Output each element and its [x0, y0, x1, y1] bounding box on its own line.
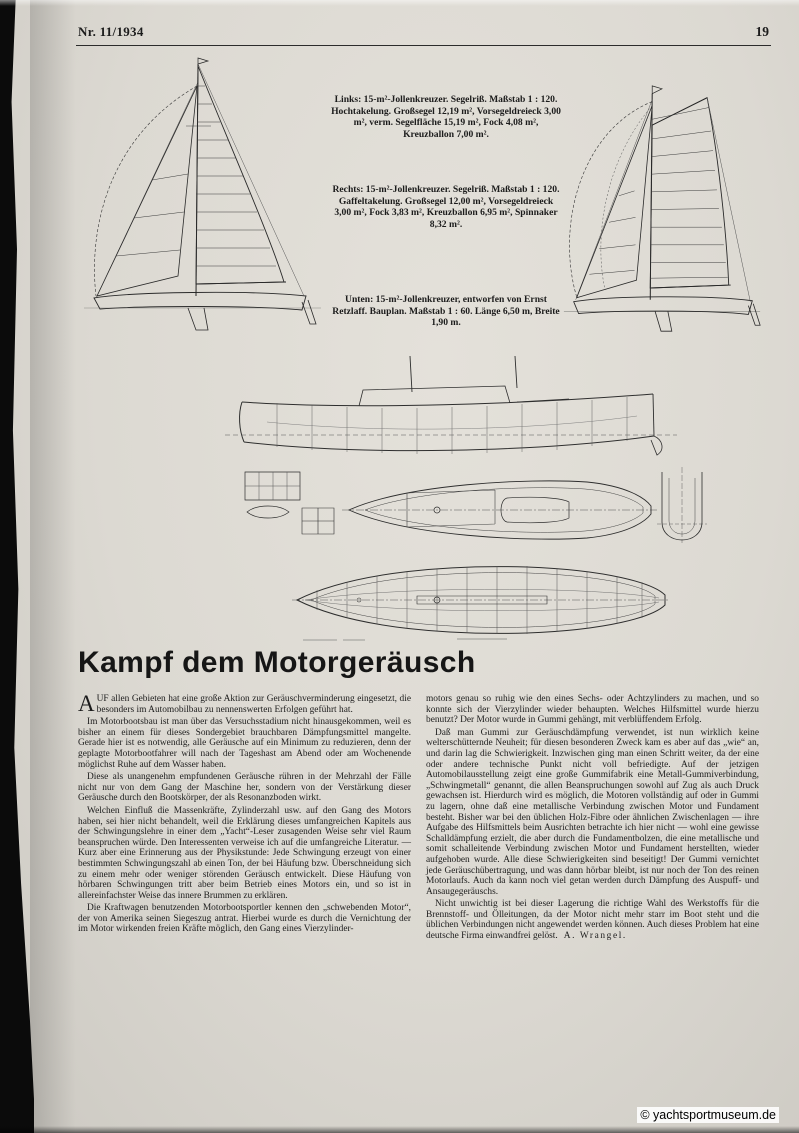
paragraph: Die Kraftwagen benutzenden Motorbootsportler kennen den „schwebenden Motor“, der von Amerika seinen Siegeszug antrat. Hierbei wurde es durch die Vernichtung der im Motor wirkenden freien Kräfte möglich, den Gang eines Vierzylinder- — [78, 903, 411, 935]
caption-rechts: Rechts: 15-m²-Jollenkreuzer. Segelriß. Maßstab 1 : 120. Gaffeltakelung. Großsegel 12,00 m², Vorsegeldreieck 3,00 m², Fock 3,83 m², Kreuzballon 6,95 m², Spinnaker 8,32 m². — [332, 184, 560, 230]
header-rule — [76, 45, 771, 46]
figures-section — [0, 54, 799, 350]
paragraph: Diese als unangenehm empfundenen Geräusche rühren in der Mehrzahl der Fälle nicht nur von dem Gang der Maschine her, sondern von der Verstärkung dieser Geräusche durch den Bootskörper, der als Resonanzboden wirkt. — [78, 772, 411, 804]
article-title: Kampf dem Motorgeräusch — [78, 646, 476, 679]
paragraph: Welchen Einfluß die Massenkräfte, Zylinderzahl usw. auf den Gang des Motors haben, sei hier nicht behandelt, weil die Erklärung dieses umfangreichen Kapitels aus der Schwingungslehre in einer dem „Yacht“-Leser zusagenden Weise sehr viel Raum beanspruchen würde. Den Interessenten verweise ich auf die umfangreiche Literatur. — Kurz aber eine Erinnerung aus der Physikstunde: Jede Schwingung erzeugt von einer bestimmten Schwingungszahl ab einen Ton, der bei Häufung bzw. Überschneidung sich zu einem mehr oder weniger störenden Geräusch entwickelt. Diese Häufung von hörbaren Schwingungen tritt aber beim Betrieb eines Motors ein, und so ist in allereinfachster Weise das innere Brummen zu erklären. — [78, 805, 411, 901]
caption-links: Links: 15-m²-Jollenkreuzer. Segelriß. Maßstab 1 : 120. Hochtakelung. Großsegel 12,19 m², Vorsegeldreieck 3,00 m², verm. Segelfläche 15,19 m², Fock 4,08 m², Kreuzballon 7,00 m². — [331, 94, 561, 140]
paragraph — [426, 899, 759, 941]
paragraph-text: Nicht unwichtig ist bei dieser Lagerung die richtige Wahl des Werkstoffs für die Brennstoff- und Ölleitungen, da der Motor nicht mehr starr im Boot steht und die üblichen Verbindungen nicht angewendet werden können. Auch dieses Problem hat eine deutsche Firma einwandfrei gelöst. — [426, 899, 759, 942]
column-left — [78, 691, 411, 944]
paragraph: Im Motorbootsbau ist man über das Versuchsstadium nicht hinausgekommen, weil es bisher an einem für dieses Sondergebiet brauchbaren Dämpfungsmittel mangelte. Gerade hier ist es notwendig, alle Geräusche auf ein Minimum zu reduzieren, denn der geplagte Motorbootfahrer will nach der Tageshast am Abend oder am Wochenende möglichst Ruhe auf dem Wasser haben. — [78, 717, 411, 770]
caption-unten: Unten: 15-m²-Jollenkreuzer, entworfen von Ernst Retzlaff. Bauplan. Maßstab 1 : 60. Länge 6,50 m, Breite 1,90 m. — [332, 294, 560, 329]
paragraph: Daß man Gummi zur Geräuschdämpfung verwendet, ist nun wirklich keine welterschütternde Neuheit; für diesen besonderen Zweck kam es aber auf das „wie“ an, und darin lag die Schwierigkeit. Inzwischen ging man einen Schritt weiter, da der eine oder andere technische Punkt nicht voll befriedigte. Auf der jetzigen Automobilausstellung zeigt eine große Gummifabrik eine Metall-Gummiverbindung, „Schwingmetall“ genannt, die allen Beanspruchungen sowohl auf Zug als auch Druck gewachsen ist. Hierdurch wird es möglich, die Motoren vollständig auf oder in Gummi zu lagern, ohne daß eine metallische Verbindung zwischen Motor und Fundament besteht. Bisher war bei den üblichen Holz-Fibre oder ähnlichen Zwischenlagen — ihre Aufgabe des Hilfsmittels beim Ausrichten betrachte ich hier nicht — wohl eine gewisse Schalldämpfung erzielt, die aber durch die Fundamentbolzen, die eine metallische und somit schalleitende Verbindung zwischen Motor und Fundament herstellten, wieder aufgehoben wurde. Alle diese Schwierigkeiten sind beseitigt! Der Gummi vernichtet jede Geräuschübertragung, und was dann hörbar bleibt, ist nur noch der Ton des reinen Motorlaufs. Auch da kann noch viel getan werden durch Dämpfung des Auspuff- und Ansaugegeräuschs. — [426, 727, 759, 897]
page-header — [78, 24, 769, 40]
dropcap-letter: A — [78, 691, 95, 716]
author-byline: A. Wrangel. — [563, 931, 627, 942]
paragraph — [78, 691, 411, 716]
scan-edge-top — [0, 0, 799, 6]
sailplan-hochtakelung-drawing — [80, 56, 325, 341]
bauplan-drawing — [207, 352, 712, 644]
column-right — [426, 694, 759, 944]
sailplan-gaffeltakelung-drawing — [560, 80, 765, 340]
article-body — [78, 691, 760, 944]
scan-edge-bottom — [0, 1126, 799, 1133]
page-number: 19 — [755, 24, 769, 39]
paragraph-text: UF allen Gebieten hat eine große Aktion zur Geräuschverminderung eingesetzt, die besonders im Automobilbau zu nennenswerten Erfolgen geführt hat. — [96, 694, 411, 715]
watermark: © yachtsportmuseum.de — [637, 1107, 779, 1123]
paragraph: motors genau so ruhig wie den eines Sechs- oder Achtzylinders zu machen, und so konnte sich der Vierzylinder wieder behaupten. Welches Hilfsmittel wurde hierzu benutzt? Der Motor wurde in Gummi gehängt, mit verblüffendem Erfolg. — [426, 694, 759, 726]
issue-number: Nr. 11/1934 — [78, 24, 144, 39]
